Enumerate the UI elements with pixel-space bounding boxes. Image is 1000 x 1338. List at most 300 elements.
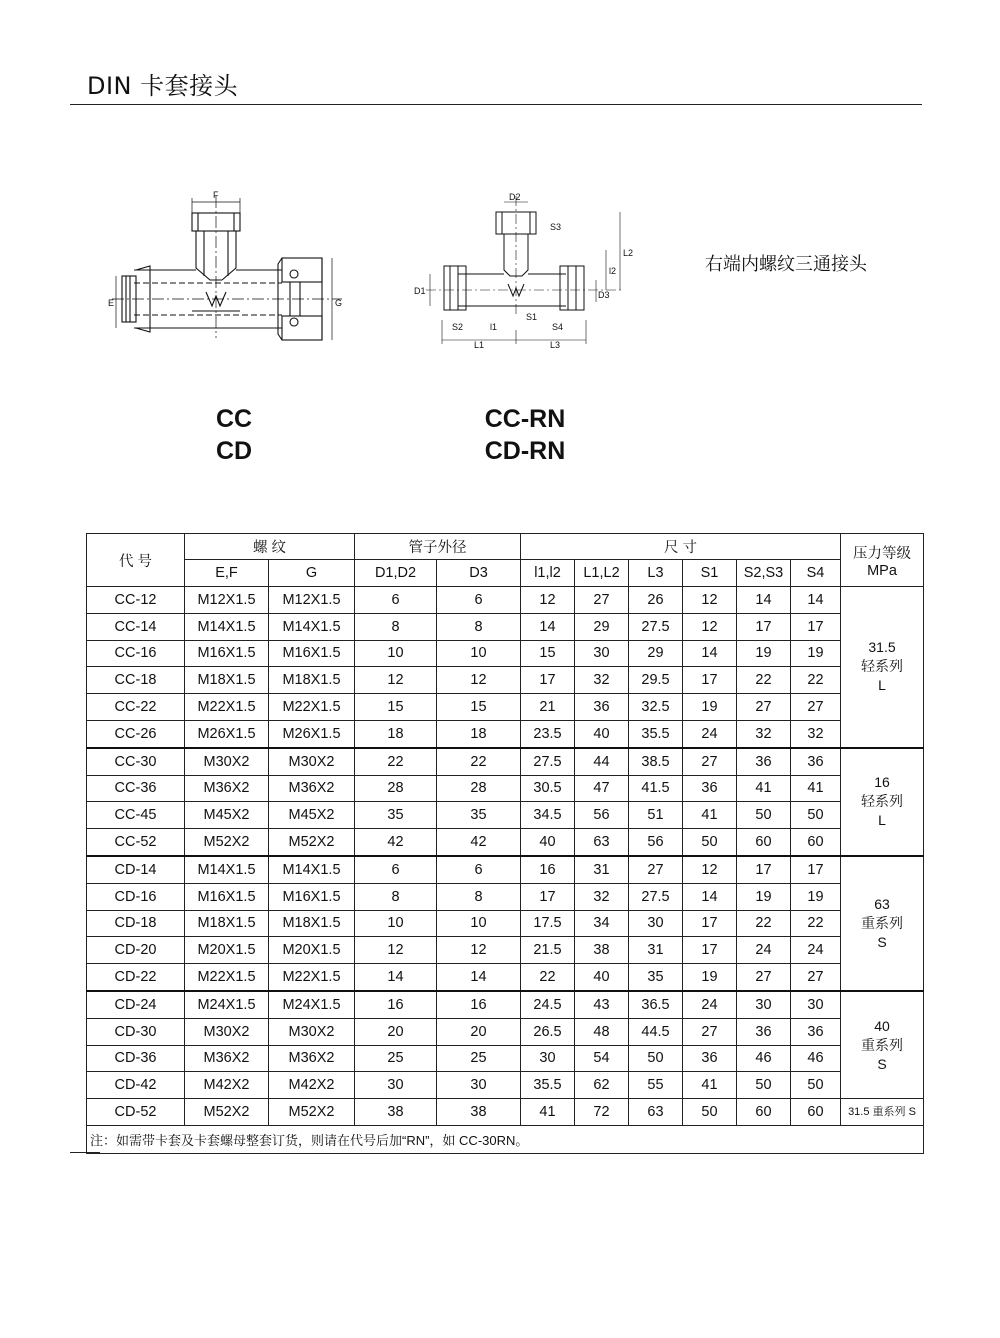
table-cell: 35 [437, 802, 521, 829]
table-cell: 6 [437, 587, 521, 614]
table-cell: 41 [683, 802, 737, 829]
table-cell: M36X2 [269, 775, 355, 802]
table-row [87, 856, 924, 883]
table-cell: 14 [437, 964, 521, 991]
dim-label-e: E [108, 298, 115, 308]
header-l1l2: L1,L2 [575, 560, 629, 587]
table-row [87, 694, 924, 721]
table-row [87, 883, 924, 910]
table-cell: M26X1.5 [185, 720, 269, 747]
table-cell: M42X2 [185, 1072, 269, 1099]
table-cell: 63 [575, 829, 629, 856]
dim-label-l2: L2 [623, 248, 634, 258]
table-cell: 17 [521, 883, 575, 910]
table-cell: M52X2 [185, 829, 269, 856]
table-row [87, 1018, 924, 1045]
table-cell: M45X2 [185, 802, 269, 829]
table-cell: 8 [437, 613, 521, 640]
table-cell: 23.5 [521, 720, 575, 747]
table-cell: 60 [737, 829, 791, 856]
table-cell: 41 [521, 1099, 575, 1126]
header-pressure [841, 534, 924, 587]
row-code: CC-45 [87, 802, 185, 829]
row-code: CC-12 [87, 587, 185, 614]
table-row [87, 991, 924, 1018]
row-code: CC-52 [87, 829, 185, 856]
table-cell: 8 [355, 613, 437, 640]
table-cell: 15 [355, 694, 437, 721]
table-cell: M30X2 [269, 1018, 355, 1045]
row-code: CC-26 [87, 720, 185, 747]
row-code: CD-24 [87, 991, 185, 1018]
table-cell: 24 [683, 720, 737, 747]
table-cell: 8 [437, 883, 521, 910]
table-cell: 16 [437, 991, 521, 1018]
table-cell: 20 [437, 1018, 521, 1045]
row-code: CD-20 [87, 937, 185, 964]
pressure-letter: L [878, 677, 886, 694]
order-note: 注：如需带卡套及卡套螺母整套订货，则请在代号后加“RN”，如 CC-30RN。 [87, 1125, 924, 1153]
table-cell: M52X2 [269, 829, 355, 856]
table-cell: M52X2 [269, 1099, 355, 1126]
table-cell: 30.5 [521, 775, 575, 802]
pressure-class [841, 991, 924, 1099]
table-row [87, 587, 924, 614]
table-row [87, 964, 924, 991]
table-cell: 26 [629, 587, 683, 614]
table-cell: 36 [791, 748, 841, 775]
dim-label-l1: L1 [474, 340, 485, 350]
table-cell: 50 [629, 1045, 683, 1072]
table-cell: 12 [355, 667, 437, 694]
pressure-series: 轻系列 [861, 658, 903, 675]
table-cell: 42 [437, 829, 521, 856]
table-cell: 44 [575, 748, 629, 775]
table-cell: 30 [355, 1072, 437, 1099]
table-cell: 15 [521, 640, 575, 667]
model-code: CD-RN [484, 437, 566, 465]
dim-label-s1: S1 [526, 312, 538, 322]
dim-label-l3: L3 [550, 340, 561, 350]
table-cell: M14X1.5 [269, 613, 355, 640]
header-l1l2-small: l1,l2 [521, 560, 575, 587]
table-cell: M14X1.5 [269, 856, 355, 883]
table-cell: M18X1.5 [185, 667, 269, 694]
table-cell: 32 [575, 667, 629, 694]
table-row [87, 910, 924, 937]
pressure-letter: S [877, 1055, 887, 1072]
row-code: CD-36 [87, 1045, 185, 1072]
table-cell: 72 [575, 1099, 629, 1126]
table-cell: M24X1.5 [269, 991, 355, 1018]
model-code: CD [215, 437, 253, 465]
table-cell: 27 [737, 694, 791, 721]
pressure-class [841, 748, 924, 856]
table-cell: 38 [575, 937, 629, 964]
table-cell: 16 [355, 991, 437, 1018]
table-cell: 60 [737, 1099, 791, 1126]
table-row [87, 640, 924, 667]
table-cell: 19 [683, 694, 737, 721]
table-cell: 15 [437, 694, 521, 721]
pressure-series: 轻系列 [861, 793, 903, 810]
row-code: CC-22 [87, 694, 185, 721]
table-cell: 25 [355, 1045, 437, 1072]
table-cell: 60 [791, 829, 841, 856]
table-cell: M26X1.5 [269, 720, 355, 747]
table-cell: M16X1.5 [269, 640, 355, 667]
row-code: CD-14 [87, 856, 185, 883]
table-cell: 17 [791, 856, 841, 883]
table-cell: 47 [575, 775, 629, 802]
header-s2s3: S2,S3 [737, 560, 791, 587]
table-cell: 50 [791, 802, 841, 829]
footer-rule [70, 1152, 100, 1153]
table-cell: M30X2 [269, 748, 355, 775]
table-cell: 12 [683, 587, 737, 614]
table-cell: 17 [521, 667, 575, 694]
table-cell: 42 [355, 829, 437, 856]
table-cell: 14 [355, 964, 437, 991]
table-cell: 22 [737, 910, 791, 937]
table-cell: M16X1.5 [185, 883, 269, 910]
table-cell: 41 [683, 1072, 737, 1099]
spec-table [86, 533, 924, 1154]
table-cell: M45X2 [269, 802, 355, 829]
dim-label-i1: l1 [490, 322, 498, 332]
header-thread: 螺 纹 [185, 534, 355, 560]
title-divider [70, 104, 922, 105]
header-pressure-label: 压力等级 [853, 545, 911, 562]
table-cell: 29 [575, 613, 629, 640]
table-cell: 55 [629, 1072, 683, 1099]
table-cell: 46 [737, 1045, 791, 1072]
table-cell: 28 [437, 775, 521, 802]
table-cell: 43 [575, 991, 629, 1018]
table-cell: 18 [355, 720, 437, 747]
table-cell: 24 [683, 991, 737, 1018]
table-cell: 14 [791, 587, 841, 614]
row-code: CC-36 [87, 775, 185, 802]
pressure-value: 63 [874, 895, 890, 912]
table-cell: M42X2 [269, 1072, 355, 1099]
table-cell: 30 [437, 1072, 521, 1099]
table-cell: 36 [683, 1045, 737, 1072]
pressure-letter: L [878, 812, 886, 829]
table-cell: 17 [683, 667, 737, 694]
pressure-class: 31.5 重系列 S [841, 1099, 924, 1126]
table-cell: 38 [355, 1099, 437, 1126]
table-cell: 48 [575, 1018, 629, 1045]
table-cell: 27 [737, 964, 791, 991]
row-code: CD-16 [87, 883, 185, 910]
header-d1d2: D1,D2 [355, 560, 437, 587]
table-cell: 31 [629, 937, 683, 964]
table-cell: 50 [683, 1099, 737, 1126]
table-cell: 14 [737, 587, 791, 614]
table-cell: 40 [521, 829, 575, 856]
table-cell: 6 [437, 856, 521, 883]
row-code: CD-30 [87, 1018, 185, 1045]
table-cell: 22 [737, 667, 791, 694]
table-row [87, 1099, 924, 1126]
table-cell: 32.5 [629, 694, 683, 721]
table-cell: 17 [683, 910, 737, 937]
table-cell: 27.5 [629, 883, 683, 910]
table-cell: 22 [521, 964, 575, 991]
row-code: CC-30 [87, 748, 185, 775]
table-cell: 27.5 [629, 613, 683, 640]
table-cell: 50 [737, 1072, 791, 1099]
table-cell: 41 [791, 775, 841, 802]
table-cell: 19 [737, 883, 791, 910]
table-cell: 32 [575, 883, 629, 910]
table-cell: 12 [683, 613, 737, 640]
dim-label-i2: l2 [609, 266, 617, 276]
table-cell: M18X1.5 [269, 910, 355, 937]
row-code: CC-18 [87, 667, 185, 694]
table-cell: 32 [791, 720, 841, 747]
dim-label-s4: S4 [552, 322, 564, 332]
row-code: CC-16 [87, 640, 185, 667]
table-cell: 44.5 [629, 1018, 683, 1045]
pressure-class [841, 856, 924, 991]
pressure-letter: S [877, 933, 887, 950]
table-cell: 35.5 [521, 1072, 575, 1099]
table-cell: 17 [737, 856, 791, 883]
table-cell: 18 [437, 720, 521, 747]
table-cell: 19 [791, 883, 841, 910]
header-tube-od: 管子外径 [355, 534, 521, 560]
table-cell: M22X1.5 [269, 964, 355, 991]
table-cell: 21.5 [521, 937, 575, 964]
table-cell: 24 [791, 937, 841, 964]
table-cell: 10 [437, 910, 521, 937]
table-row [87, 1045, 924, 1072]
table-cell: 22 [791, 667, 841, 694]
fitting-description: 右端内螺纹三通接头 [705, 254, 867, 275]
table-cell: M14X1.5 [185, 856, 269, 883]
model-code: CC [215, 405, 253, 433]
tee-drawing-cc [110, 188, 350, 358]
table-cell: M20X1.5 [269, 937, 355, 964]
table-cell: 14 [683, 640, 737, 667]
row-code: CD-52 [87, 1099, 185, 1126]
table-cell: 36 [683, 775, 737, 802]
header-dimensions: 尺 寸 [521, 534, 841, 560]
table-cell: 16 [521, 856, 575, 883]
table-cell: 32 [737, 720, 791, 747]
table-cell: 63 [629, 1099, 683, 1126]
pressure-value: 31.5 [868, 639, 896, 656]
pressure-value: 40 [874, 1017, 890, 1034]
header-s1: S1 [683, 560, 737, 587]
table-cell: 20 [355, 1018, 437, 1045]
row-code: CD-22 [87, 964, 185, 991]
row-code: CD-42 [87, 1072, 185, 1099]
table-cell: 41.5 [629, 775, 683, 802]
table-cell: 24.5 [521, 991, 575, 1018]
table-cell: M22X1.5 [185, 694, 269, 721]
table-cell: M12X1.5 [269, 587, 355, 614]
table-cell: M52X2 [185, 1099, 269, 1126]
table-cell: 62 [575, 1072, 629, 1099]
dim-label-f: F [213, 190, 219, 200]
table-cell: 36 [791, 1018, 841, 1045]
model-code: CC-RN [484, 405, 566, 433]
table-cell: M30X2 [185, 748, 269, 775]
table-cell: 14 [521, 613, 575, 640]
table-cell: 31 [575, 856, 629, 883]
header-code: 代 号 [87, 534, 185, 587]
table-cell: 8 [355, 883, 437, 910]
pressure-value: 16 [874, 774, 890, 791]
table-row [87, 613, 924, 640]
table-cell: 14 [683, 883, 737, 910]
pressure-class [841, 587, 924, 748]
table-cell: M30X2 [185, 1018, 269, 1045]
table-cell: M24X1.5 [185, 991, 269, 1018]
table-cell: M22X1.5 [185, 964, 269, 991]
table-cell: 56 [629, 829, 683, 856]
table-row [87, 829, 924, 856]
dim-label-d1: D1 [414, 286, 426, 296]
table-cell: M18X1.5 [185, 910, 269, 937]
table-cell: M36X2 [269, 1045, 355, 1072]
model-codes-right [460, 403, 590, 467]
table-row [87, 802, 924, 829]
table-cell: 35.5 [629, 720, 683, 747]
table-row [87, 1072, 924, 1099]
table-cell: 27 [629, 856, 683, 883]
table-cell: 28 [355, 775, 437, 802]
table-cell: 12 [437, 937, 521, 964]
dim-label-s3: S3 [550, 222, 562, 232]
table-cell: 22 [791, 910, 841, 937]
table-cell: 27 [683, 748, 737, 775]
table-row [87, 937, 924, 964]
table-cell: 29 [629, 640, 683, 667]
table-cell: 50 [791, 1072, 841, 1099]
table-cell: 19 [683, 964, 737, 991]
dim-label-d3: D3 [598, 290, 610, 300]
table-cell: 30 [737, 991, 791, 1018]
table-cell: 26.5 [521, 1018, 575, 1045]
table-cell: 36 [737, 1018, 791, 1045]
table-cell: M22X1.5 [269, 694, 355, 721]
table-cell: 24 [737, 937, 791, 964]
table-cell: 17 [737, 613, 791, 640]
table-cell: 50 [683, 829, 737, 856]
table-cell: 10 [355, 640, 437, 667]
table-cell: 22 [355, 748, 437, 775]
table-row [87, 775, 924, 802]
table-cell: 40 [575, 964, 629, 991]
row-code: CC-14 [87, 613, 185, 640]
table-cell: 56 [575, 802, 629, 829]
table-cell: 41 [737, 775, 791, 802]
table-cell: 17 [791, 613, 841, 640]
table-cell: 19 [737, 640, 791, 667]
page-title: DIN 卡套接头 [87, 72, 239, 100]
tee-drawing-cc-rn [410, 190, 640, 350]
header-d3: D3 [437, 560, 521, 587]
header-pressure-unit: MPa [867, 562, 897, 579]
table-cell: 17 [683, 937, 737, 964]
table-cell: 54 [575, 1045, 629, 1072]
table-cell: 34.5 [521, 802, 575, 829]
table-row [87, 720, 924, 747]
table-cell: 51 [629, 802, 683, 829]
table-cell: 35 [629, 964, 683, 991]
table-cell: 30 [791, 991, 841, 1018]
table-row [87, 748, 924, 775]
table-cell: M36X2 [185, 1045, 269, 1072]
table-cell: 34 [575, 910, 629, 937]
table-row [87, 667, 924, 694]
table-cell: 30 [575, 640, 629, 667]
table-cell: 29.5 [629, 667, 683, 694]
table-cell: 46 [791, 1045, 841, 1072]
table-cell: 38 [437, 1099, 521, 1126]
table-cell: M20X1.5 [185, 937, 269, 964]
table-cell: 27 [791, 694, 841, 721]
table-cell: 17.5 [521, 910, 575, 937]
table-cell: M18X1.5 [269, 667, 355, 694]
table-cell: 12 [355, 937, 437, 964]
table-cell: 12 [437, 667, 521, 694]
table-cell: 12 [521, 587, 575, 614]
table-cell: 36 [737, 748, 791, 775]
table-cell: M14X1.5 [185, 613, 269, 640]
table-cell: 36.5 [629, 991, 683, 1018]
table-cell: 25 [437, 1045, 521, 1072]
row-code: CD-18 [87, 910, 185, 937]
table-cell: 6 [355, 587, 437, 614]
table-cell: 50 [737, 802, 791, 829]
table-cell: 27.5 [521, 748, 575, 775]
table-cell: 19 [791, 640, 841, 667]
table-cell: 6 [355, 856, 437, 883]
dim-label-g: G [335, 298, 343, 308]
model-codes-left [194, 403, 274, 467]
header-g: G [269, 560, 355, 587]
table-cell: 40 [575, 720, 629, 747]
dim-label-d2: D2 [509, 192, 521, 202]
table-cell: 10 [437, 640, 521, 667]
pressure-series: 重系列 [861, 914, 903, 931]
table-cell: M16X1.5 [269, 883, 355, 910]
header-ef: E,F [185, 560, 269, 587]
table-cell: 27 [791, 964, 841, 991]
table-cell: 60 [791, 1099, 841, 1126]
dim-label-s2: S2 [452, 322, 464, 332]
table-cell: 30 [521, 1045, 575, 1072]
table-cell: 27 [575, 587, 629, 614]
table-cell: 36 [575, 694, 629, 721]
pressure-series: 重系列 [861, 1036, 903, 1053]
table-cell: 35 [355, 802, 437, 829]
table-cell: 12 [683, 856, 737, 883]
table-cell: 21 [521, 694, 575, 721]
table-cell: M36X2 [185, 775, 269, 802]
table-cell: 10 [355, 910, 437, 937]
table-cell: M16X1.5 [185, 640, 269, 667]
table-cell: 27 [683, 1018, 737, 1045]
header-l3: L3 [629, 560, 683, 587]
table-cell: 30 [629, 910, 683, 937]
table-cell: 22 [437, 748, 521, 775]
